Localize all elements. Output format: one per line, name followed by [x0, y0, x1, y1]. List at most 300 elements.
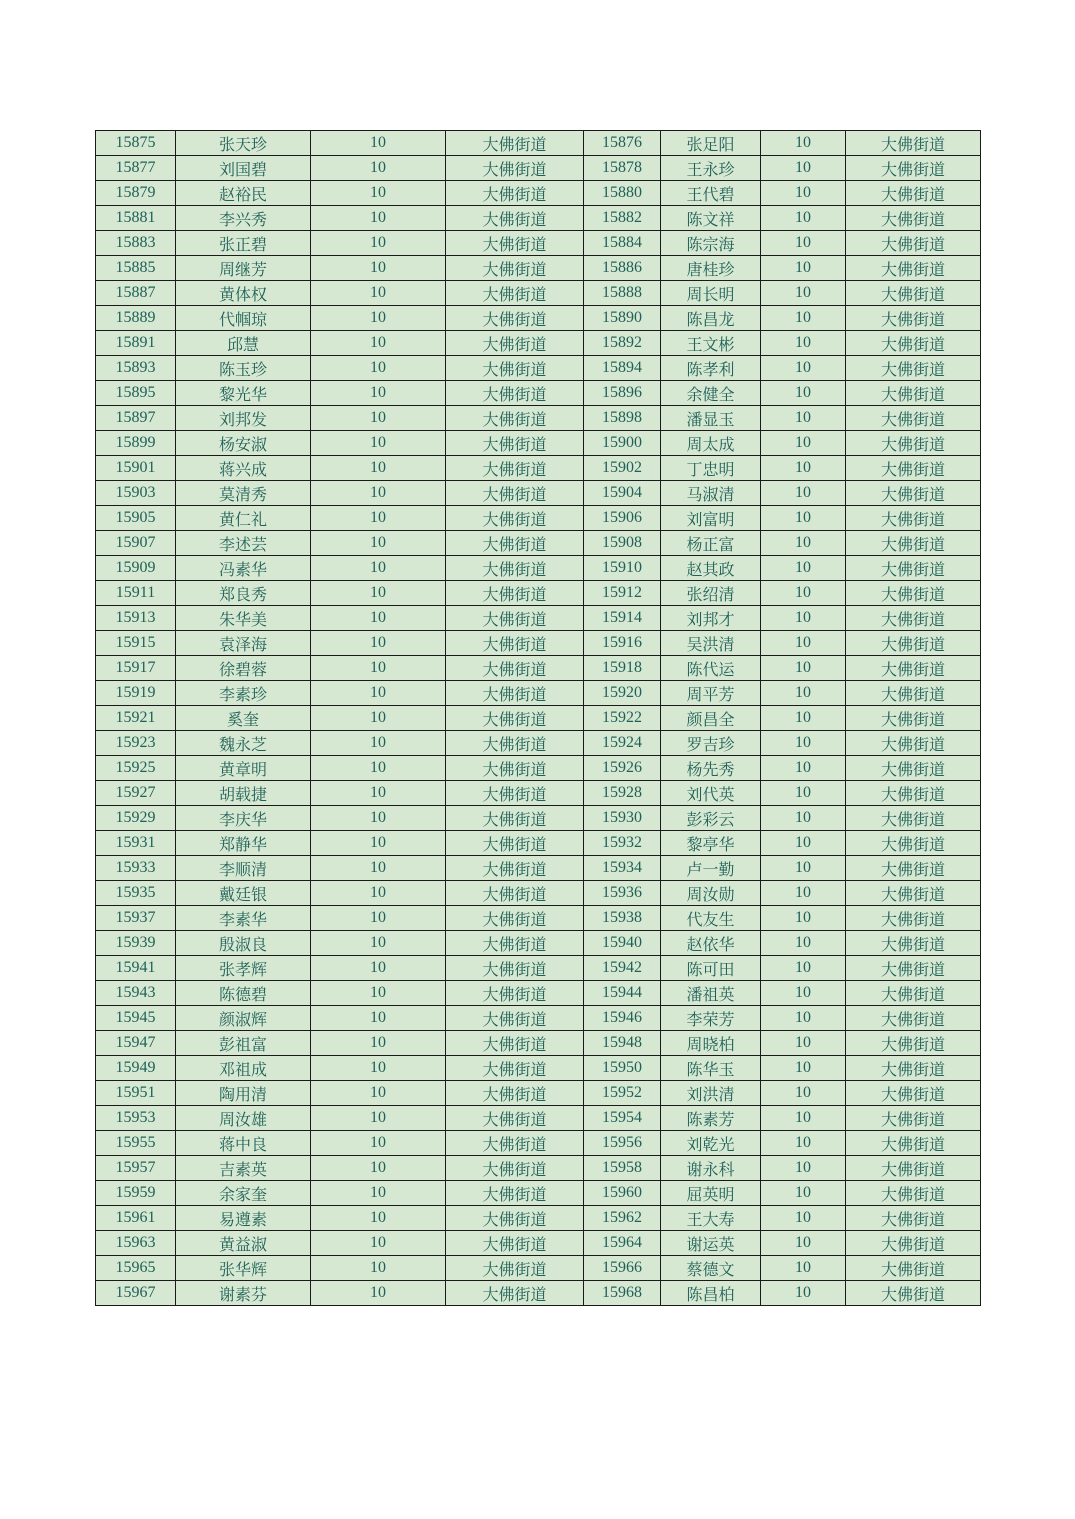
name-cell: 张天珍 [176, 131, 311, 156]
id-cell: 15923 [96, 731, 176, 756]
name-cell: 杨正富 [661, 531, 761, 556]
name-cell: 陈昌柏 [661, 1281, 761, 1306]
table-row [96, 531, 981, 556]
id-cell: 15921 [96, 706, 176, 731]
district-cell: 大佛街道 [446, 381, 584, 406]
table-row [96, 656, 981, 681]
name-cell: 周晓柏 [661, 1031, 761, 1056]
name-cell: 胡载捷 [176, 781, 311, 806]
id-cell: 15939 [96, 931, 176, 956]
table-row [96, 681, 981, 706]
district-cell: 大佛街道 [446, 1206, 584, 1231]
amount-cell: 10 [311, 631, 446, 656]
name-cell: 李顺清 [176, 856, 311, 881]
amount-cell: 10 [311, 306, 446, 331]
name-cell: 周汝勋 [661, 881, 761, 906]
id-cell: 15943 [96, 981, 176, 1006]
district-cell: 大佛街道 [446, 306, 584, 331]
table-row [96, 706, 981, 731]
id-cell: 15920 [584, 681, 661, 706]
district-cell: 大佛街道 [846, 481, 981, 506]
name-cell: 彭彩云 [661, 806, 761, 831]
amount-cell: 10 [761, 1131, 846, 1156]
district-cell: 大佛街道 [446, 806, 584, 831]
amount-cell: 10 [311, 856, 446, 881]
amount-cell: 10 [311, 831, 446, 856]
id-cell: 15885 [96, 256, 176, 281]
id-cell: 15884 [584, 231, 661, 256]
table-row [96, 131, 981, 156]
id-cell: 15952 [584, 1081, 661, 1106]
name-cell: 张孝辉 [176, 956, 311, 981]
id-cell: 15962 [584, 1206, 661, 1231]
name-cell: 王永珍 [661, 156, 761, 181]
district-cell: 大佛街道 [846, 831, 981, 856]
district-cell: 大佛街道 [846, 956, 981, 981]
district-cell: 大佛街道 [846, 1056, 981, 1081]
id-cell: 15908 [584, 531, 661, 556]
district-cell: 大佛街道 [446, 431, 584, 456]
district-cell: 大佛街道 [846, 1281, 981, 1306]
table-row [96, 181, 981, 206]
id-cell: 15907 [96, 531, 176, 556]
amount-cell: 10 [761, 1206, 846, 1231]
amount-cell: 10 [311, 406, 446, 431]
district-cell: 大佛街道 [846, 256, 981, 281]
name-cell: 王文彬 [661, 331, 761, 356]
district-cell: 大佛街道 [446, 1256, 584, 1281]
amount-cell: 10 [311, 931, 446, 956]
id-cell: 15904 [584, 481, 661, 506]
id-cell: 15888 [584, 281, 661, 306]
id-cell: 15895 [96, 381, 176, 406]
amount-cell: 10 [311, 1231, 446, 1256]
name-cell: 屈英明 [661, 1181, 761, 1206]
id-cell: 15897 [96, 406, 176, 431]
table-row [96, 831, 981, 856]
name-cell: 黄章明 [176, 756, 311, 781]
district-cell: 大佛街道 [446, 831, 584, 856]
district-cell: 大佛街道 [846, 781, 981, 806]
id-cell: 15963 [96, 1231, 176, 1256]
name-cell: 戴廷银 [176, 881, 311, 906]
amount-cell: 10 [311, 756, 446, 781]
table-row [96, 206, 981, 231]
district-cell: 大佛街道 [446, 1081, 584, 1106]
district-cell: 大佛街道 [446, 356, 584, 381]
id-cell: 15953 [96, 1106, 176, 1131]
id-cell: 15915 [96, 631, 176, 656]
name-cell: 杨先秀 [661, 756, 761, 781]
table-row [96, 1231, 981, 1256]
id-cell: 15940 [584, 931, 661, 956]
amount-cell: 10 [761, 1106, 846, 1131]
name-cell: 陈德碧 [176, 981, 311, 1006]
district-cell: 大佛街道 [446, 956, 584, 981]
district-cell: 大佛街道 [446, 656, 584, 681]
district-cell: 大佛街道 [846, 706, 981, 731]
id-cell: 15930 [584, 806, 661, 831]
district-cell: 大佛街道 [846, 1206, 981, 1231]
id-cell: 15875 [96, 131, 176, 156]
name-cell: 邓祖成 [176, 1056, 311, 1081]
id-cell: 15880 [584, 181, 661, 206]
name-cell: 代帼琼 [176, 306, 311, 331]
table-row [96, 1281, 981, 1306]
table-row [96, 406, 981, 431]
id-cell: 15906 [584, 506, 661, 531]
district-cell: 大佛街道 [446, 531, 584, 556]
amount-cell: 10 [761, 856, 846, 881]
name-cell: 易遵素 [176, 1206, 311, 1231]
district-cell: 大佛街道 [846, 731, 981, 756]
district-cell: 大佛街道 [846, 1006, 981, 1031]
name-cell: 周太成 [661, 431, 761, 456]
id-cell: 15882 [584, 206, 661, 231]
district-cell: 大佛街道 [846, 756, 981, 781]
district-cell: 大佛街道 [846, 406, 981, 431]
district-cell: 大佛街道 [846, 606, 981, 631]
table-row [96, 431, 981, 456]
table-row [96, 1131, 981, 1156]
name-cell: 李庆华 [176, 806, 311, 831]
id-cell: 15937 [96, 906, 176, 931]
district-cell: 大佛街道 [446, 881, 584, 906]
amount-cell: 10 [311, 706, 446, 731]
name-cell: 赵其政 [661, 556, 761, 581]
id-cell: 15926 [584, 756, 661, 781]
district-cell: 大佛街道 [846, 981, 981, 1006]
id-cell: 15960 [584, 1181, 661, 1206]
name-cell: 李素华 [176, 906, 311, 931]
amount-cell: 10 [311, 1256, 446, 1281]
amount-cell: 10 [761, 781, 846, 806]
district-cell: 大佛街道 [446, 506, 584, 531]
name-cell: 赵依华 [661, 931, 761, 956]
district-cell: 大佛街道 [446, 1031, 584, 1056]
district-cell: 大佛街道 [446, 131, 584, 156]
id-cell: 15925 [96, 756, 176, 781]
id-cell: 15918 [584, 656, 661, 681]
district-cell: 大佛街道 [846, 1156, 981, 1181]
id-cell: 15903 [96, 481, 176, 506]
district-cell: 大佛街道 [846, 331, 981, 356]
name-cell: 颜昌全 [661, 706, 761, 731]
id-cell: 15896 [584, 381, 661, 406]
amount-cell: 10 [311, 1006, 446, 1031]
district-cell: 大佛街道 [846, 131, 981, 156]
name-cell: 刘国碧 [176, 156, 311, 181]
table-row [96, 1181, 981, 1206]
id-cell: 15927 [96, 781, 176, 806]
amount-cell: 10 [761, 681, 846, 706]
table-row [96, 981, 981, 1006]
name-cell: 颜淑辉 [176, 1006, 311, 1031]
amount-cell: 10 [311, 156, 446, 181]
district-cell: 大佛街道 [846, 656, 981, 681]
amount-cell: 10 [761, 306, 846, 331]
table-row [96, 356, 981, 381]
id-cell: 15876 [584, 131, 661, 156]
name-cell: 奚奎 [176, 706, 311, 731]
id-cell: 15892 [584, 331, 661, 356]
id-cell: 15898 [584, 406, 661, 431]
table-row [96, 231, 981, 256]
amount-cell: 10 [311, 956, 446, 981]
amount-cell: 10 [761, 956, 846, 981]
amount-cell: 10 [761, 1006, 846, 1031]
name-cell: 陈玉珍 [176, 356, 311, 381]
name-cell: 李述芸 [176, 531, 311, 556]
name-cell: 张正碧 [176, 231, 311, 256]
name-cell: 谢永科 [661, 1156, 761, 1181]
table-row [96, 1006, 981, 1031]
table-row [96, 331, 981, 356]
district-cell: 大佛街道 [446, 156, 584, 181]
amount-cell: 10 [311, 806, 446, 831]
id-cell: 15968 [584, 1281, 661, 1306]
id-cell: 15913 [96, 606, 176, 631]
id-cell: 15947 [96, 1031, 176, 1056]
id-cell: 15967 [96, 1281, 176, 1306]
id-cell: 15894 [584, 356, 661, 381]
amount-cell: 10 [311, 256, 446, 281]
table-row [96, 1081, 981, 1106]
amount-cell: 10 [761, 581, 846, 606]
amount-cell: 10 [311, 731, 446, 756]
id-cell: 15928 [584, 781, 661, 806]
table-row [96, 456, 981, 481]
name-cell: 谢运英 [661, 1231, 761, 1256]
amount-cell: 10 [761, 606, 846, 631]
name-cell: 蔡德文 [661, 1256, 761, 1281]
id-cell: 15917 [96, 656, 176, 681]
name-cell: 陈华玉 [661, 1056, 761, 1081]
name-cell: 代友生 [661, 906, 761, 931]
id-cell: 15886 [584, 256, 661, 281]
table-row [96, 731, 981, 756]
district-cell: 大佛街道 [446, 1231, 584, 1256]
id-cell: 15891 [96, 331, 176, 356]
district-cell: 大佛街道 [446, 1131, 584, 1156]
id-cell: 15924 [584, 731, 661, 756]
district-cell: 大佛街道 [846, 156, 981, 181]
district-cell: 大佛街道 [846, 531, 981, 556]
id-cell: 15956 [584, 1131, 661, 1156]
id-cell: 15931 [96, 831, 176, 856]
amount-cell: 10 [311, 881, 446, 906]
amount-cell: 10 [761, 256, 846, 281]
id-cell: 15914 [584, 606, 661, 631]
name-cell: 蒋中良 [176, 1131, 311, 1156]
amount-cell: 10 [311, 456, 446, 481]
amount-cell: 10 [311, 1031, 446, 1056]
district-cell: 大佛街道 [846, 631, 981, 656]
table-row [96, 806, 981, 831]
amount-cell: 10 [311, 1106, 446, 1131]
amount-cell: 10 [311, 181, 446, 206]
name-cell: 赵裕民 [176, 181, 311, 206]
amount-cell: 10 [311, 606, 446, 631]
id-cell: 15889 [96, 306, 176, 331]
amount-cell: 10 [761, 131, 846, 156]
district-cell: 大佛街道 [446, 631, 584, 656]
name-cell: 蒋兴成 [176, 456, 311, 481]
amount-cell: 10 [761, 206, 846, 231]
amount-cell: 10 [761, 406, 846, 431]
district-cell: 大佛街道 [446, 181, 584, 206]
name-cell: 黎光华 [176, 381, 311, 406]
amount-cell: 10 [311, 1206, 446, 1231]
table-row [96, 581, 981, 606]
district-cell: 大佛街道 [446, 1056, 584, 1081]
id-cell: 15877 [96, 156, 176, 181]
amount-cell: 10 [761, 1231, 846, 1256]
amount-cell: 10 [311, 481, 446, 506]
district-cell: 大佛街道 [446, 406, 584, 431]
amount-cell: 10 [761, 181, 846, 206]
amount-cell: 10 [761, 281, 846, 306]
table-row [96, 1031, 981, 1056]
table-row [96, 1256, 981, 1281]
table-row [96, 306, 981, 331]
name-cell: 刘乾光 [661, 1131, 761, 1156]
id-cell: 15893 [96, 356, 176, 381]
id-cell: 15961 [96, 1206, 176, 1231]
amount-cell: 10 [761, 456, 846, 481]
name-cell: 潘显玉 [661, 406, 761, 431]
district-cell: 大佛街道 [446, 281, 584, 306]
district-cell: 大佛街道 [446, 331, 584, 356]
id-cell: 15912 [584, 581, 661, 606]
amount-cell: 10 [761, 531, 846, 556]
id-cell: 15949 [96, 1056, 176, 1081]
name-cell: 周平芳 [661, 681, 761, 706]
name-cell: 王代碧 [661, 181, 761, 206]
amount-cell: 10 [761, 906, 846, 931]
id-cell: 15936 [584, 881, 661, 906]
name-cell: 刘邦发 [176, 406, 311, 431]
amount-cell: 10 [311, 206, 446, 231]
amount-cell: 10 [761, 231, 846, 256]
district-cell: 大佛街道 [846, 1131, 981, 1156]
name-cell: 刘邦才 [661, 606, 761, 631]
district-cell: 大佛街道 [846, 1106, 981, 1131]
name-cell: 郑静华 [176, 831, 311, 856]
table-row [96, 881, 981, 906]
amount-cell: 10 [761, 706, 846, 731]
name-cell: 陈孝利 [661, 356, 761, 381]
table-row [96, 1106, 981, 1131]
amount-cell: 10 [311, 131, 446, 156]
amount-cell: 10 [311, 231, 446, 256]
amount-cell: 10 [761, 656, 846, 681]
name-cell: 张足阳 [661, 131, 761, 156]
id-cell: 15883 [96, 231, 176, 256]
table-row [96, 156, 981, 181]
amount-cell: 10 [761, 506, 846, 531]
id-cell: 15901 [96, 456, 176, 481]
id-cell: 15935 [96, 881, 176, 906]
name-cell: 卢一勤 [661, 856, 761, 881]
district-cell: 大佛街道 [446, 706, 584, 731]
amount-cell: 10 [311, 1131, 446, 1156]
name-cell: 唐桂珍 [661, 256, 761, 281]
amount-cell: 10 [311, 681, 446, 706]
id-cell: 15909 [96, 556, 176, 581]
id-cell: 15957 [96, 1156, 176, 1181]
amount-cell: 10 [761, 481, 846, 506]
district-cell: 大佛街道 [846, 306, 981, 331]
id-cell: 15900 [584, 431, 661, 456]
id-cell: 15942 [584, 956, 661, 981]
district-cell: 大佛街道 [846, 206, 981, 231]
amount-cell: 10 [761, 431, 846, 456]
table-row [96, 256, 981, 281]
id-cell: 15938 [584, 906, 661, 931]
name-cell: 莫清秀 [176, 481, 311, 506]
district-cell: 大佛街道 [846, 806, 981, 831]
table-row [96, 781, 981, 806]
name-cell: 陈可田 [661, 956, 761, 981]
amount-cell: 10 [761, 556, 846, 581]
name-cell: 丁忠明 [661, 456, 761, 481]
name-cell: 徐碧蓉 [176, 656, 311, 681]
id-cell: 15948 [584, 1031, 661, 1056]
amount-cell: 10 [311, 906, 446, 931]
amount-cell: 10 [311, 506, 446, 531]
district-cell: 大佛街道 [446, 456, 584, 481]
district-cell: 大佛街道 [846, 381, 981, 406]
name-cell: 罗吉珍 [661, 731, 761, 756]
id-cell: 15905 [96, 506, 176, 531]
district-cell: 大佛街道 [846, 881, 981, 906]
district-cell: 大佛街道 [446, 256, 584, 281]
amount-cell: 10 [311, 1281, 446, 1306]
name-cell: 刘洪清 [661, 1081, 761, 1106]
district-cell: 大佛街道 [446, 681, 584, 706]
district-cell: 大佛街道 [846, 431, 981, 456]
district-cell: 大佛街道 [846, 556, 981, 581]
amount-cell: 10 [761, 1181, 846, 1206]
id-cell: 15919 [96, 681, 176, 706]
name-cell: 余健全 [661, 381, 761, 406]
id-cell: 15910 [584, 556, 661, 581]
amount-cell: 10 [311, 581, 446, 606]
district-cell: 大佛街道 [846, 231, 981, 256]
name-cell: 陈文祥 [661, 206, 761, 231]
amount-cell: 10 [761, 1256, 846, 1281]
district-cell: 大佛街道 [446, 1006, 584, 1031]
amount-cell: 10 [311, 531, 446, 556]
district-cell: 大佛街道 [846, 681, 981, 706]
table-row [96, 481, 981, 506]
table-row [96, 631, 981, 656]
id-cell: 15934 [584, 856, 661, 881]
table-row [96, 906, 981, 931]
district-cell: 大佛街道 [446, 931, 584, 956]
table-row [96, 1156, 981, 1181]
table-row [96, 556, 981, 581]
district-cell: 大佛街道 [446, 556, 584, 581]
amount-cell: 10 [311, 981, 446, 1006]
amount-cell: 10 [311, 781, 446, 806]
name-cell: 黄仁礼 [176, 506, 311, 531]
amount-cell: 10 [761, 156, 846, 181]
amount-cell: 10 [311, 331, 446, 356]
district-cell: 大佛街道 [846, 1181, 981, 1206]
id-cell: 15879 [96, 181, 176, 206]
